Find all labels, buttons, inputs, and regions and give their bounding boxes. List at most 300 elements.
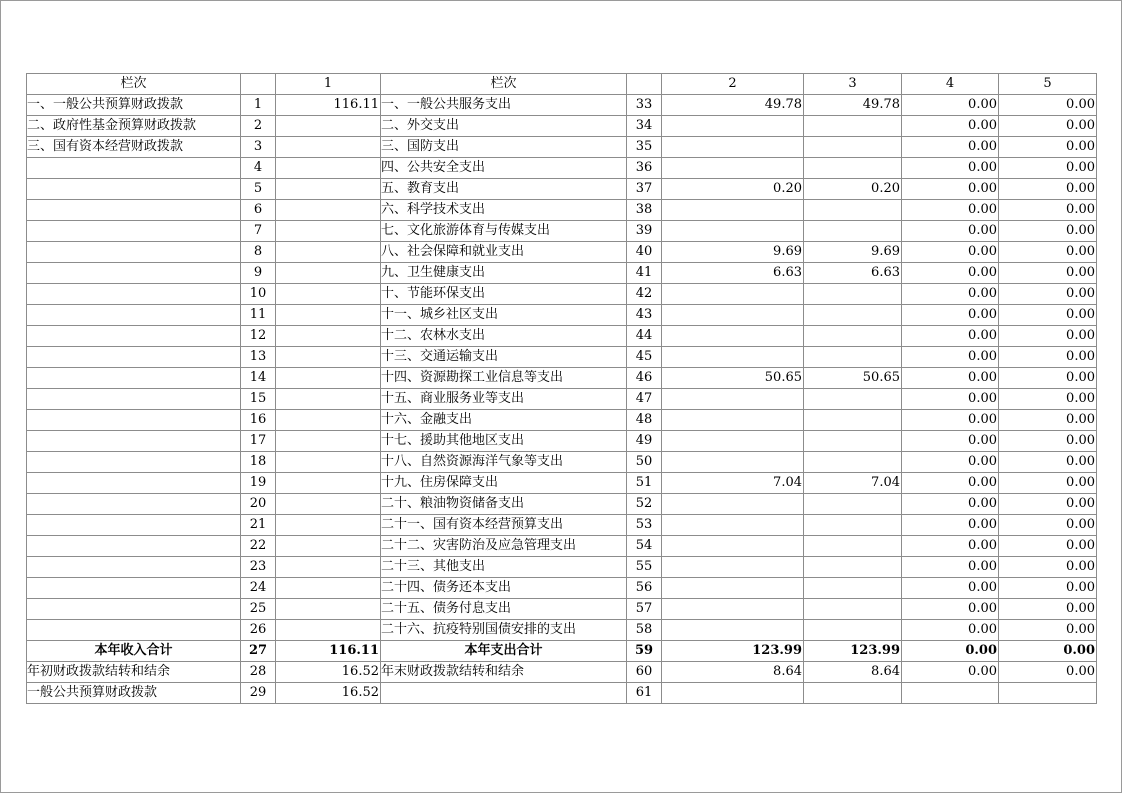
income-item-cell [27, 347, 241, 368]
expense-gov-fund-cell: 0.00 [902, 662, 999, 683]
expense-total-cell [662, 200, 804, 221]
expense-total-cell [662, 284, 804, 305]
expense-line-no-cell: 55 [627, 557, 662, 578]
table-row [27, 473, 1097, 494]
expense-gov-fund-cell: 0.00 [902, 242, 999, 263]
expense-item-cell: 六、科学技术支出 [381, 200, 627, 221]
table-row [27, 158, 1097, 179]
income-amount-cell [276, 494, 381, 515]
table-row [27, 557, 1097, 578]
expense-general-budget-cell [804, 137, 902, 158]
table-row [27, 200, 1097, 221]
expense-state-capital-cell: 0.00 [999, 116, 1097, 137]
expense-gov-fund-cell: 0.00 [902, 347, 999, 368]
expense-item-cell: 二十四、债务还本支出 [381, 578, 627, 599]
expense-item-cell: 二、外交支出 [381, 116, 627, 137]
expense-general-budget-cell [804, 305, 902, 326]
income-amount-cell [276, 368, 381, 389]
income-item-cell: 本年收入合计 [27, 641, 241, 662]
header-cell [241, 74, 276, 95]
expense-item-cell: 十二、农林水支出 [381, 326, 627, 347]
expense-total-cell: 7.04 [662, 473, 804, 494]
expense-gov-fund-cell: 0.00 [902, 620, 999, 641]
expense-gov-fund-cell: 0.00 [902, 599, 999, 620]
expense-state-capital-cell: 0.00 [999, 641, 1097, 662]
expense-gov-fund-cell: 0.00 [902, 536, 999, 557]
income-item-cell [27, 221, 241, 242]
expense-line-no-cell: 40 [627, 242, 662, 263]
header-cell: 栏次 [381, 74, 627, 95]
expense-total-cell [662, 389, 804, 410]
expense-line-no-cell: 35 [627, 137, 662, 158]
expense-total-cell [662, 326, 804, 347]
expense-general-budget-cell: 0.20 [804, 179, 902, 200]
header-cell: 2 [662, 74, 804, 95]
income-item-cell [27, 515, 241, 536]
expense-item-cell: 一、一般公共服务支出 [381, 95, 627, 116]
expense-item-cell [381, 683, 627, 704]
expense-line-no-cell: 45 [627, 347, 662, 368]
expense-general-budget-cell [804, 452, 902, 473]
expense-general-budget-cell: 123.99 [804, 641, 902, 662]
income-item-cell [27, 305, 241, 326]
expense-gov-fund-cell: 0.00 [902, 221, 999, 242]
expense-general-budget-cell [804, 410, 902, 431]
expense-item-cell: 三、国防支出 [381, 137, 627, 158]
header-cell: 4 [902, 74, 999, 95]
income-amount-cell [276, 536, 381, 557]
table-row [27, 242, 1097, 263]
income-line-no-cell: 10 [241, 284, 276, 305]
income-item-cell: 一、一般公共预算财政拨款 [27, 95, 241, 116]
expense-gov-fund-cell: 0.00 [902, 473, 999, 494]
table-row [27, 284, 1097, 305]
income-item-cell [27, 410, 241, 431]
expense-state-capital-cell: 0.00 [999, 284, 1097, 305]
income-line-no-cell: 14 [241, 368, 276, 389]
expense-general-budget-cell [804, 515, 902, 536]
income-line-no-cell: 13 [241, 347, 276, 368]
expense-item-cell: 十、节能环保支出 [381, 284, 627, 305]
expense-state-capital-cell: 0.00 [999, 578, 1097, 599]
income-amount-cell [276, 557, 381, 578]
expense-item-cell: 四、公共安全支出 [381, 158, 627, 179]
expense-state-capital-cell: 0.00 [999, 473, 1097, 494]
expense-state-capital-cell: 0.00 [999, 620, 1097, 641]
income-item-cell [27, 368, 241, 389]
expense-line-no-cell: 56 [627, 578, 662, 599]
income-line-no-cell: 1 [241, 95, 276, 116]
expense-state-capital-cell: 0.00 [999, 494, 1097, 515]
income-line-no-cell: 18 [241, 452, 276, 473]
expense-general-budget-cell: 8.64 [804, 662, 902, 683]
expense-line-no-cell: 38 [627, 200, 662, 221]
fiscal-appropriation-table [26, 73, 1097, 704]
expense-general-budget-cell: 6.63 [804, 263, 902, 284]
table-row [27, 599, 1097, 620]
expense-general-budget-cell [804, 116, 902, 137]
expense-total-cell: 8.64 [662, 662, 804, 683]
expense-item-cell: 年末财政拨款结转和结余 [381, 662, 627, 683]
expense-line-no-cell: 53 [627, 515, 662, 536]
expense-state-capital-cell: 0.00 [999, 452, 1097, 473]
expense-gov-fund-cell: 0.00 [902, 263, 999, 284]
expense-total-cell [662, 137, 804, 158]
income-amount-cell [276, 473, 381, 494]
income-item-cell [27, 179, 241, 200]
expense-line-no-cell: 33 [627, 95, 662, 116]
expense-state-capital-cell: 0.00 [999, 431, 1097, 452]
table-row [27, 578, 1097, 599]
income-item-cell [27, 620, 241, 641]
income-amount-cell [276, 284, 381, 305]
income-item-cell [27, 431, 241, 452]
expense-line-no-cell: 43 [627, 305, 662, 326]
income-amount-cell [276, 200, 381, 221]
expense-state-capital-cell: 0.00 [999, 662, 1097, 683]
expense-gov-fund-cell: 0.00 [902, 515, 999, 536]
expense-item-cell: 本年支出合计 [381, 641, 627, 662]
table-row [27, 305, 1097, 326]
header-cell: 1 [276, 74, 381, 95]
expense-general-budget-cell [804, 200, 902, 221]
income-item-cell [27, 389, 241, 410]
expense-gov-fund-cell: 0.00 [902, 179, 999, 200]
expense-state-capital-cell: 0.00 [999, 242, 1097, 263]
table-row [27, 641, 1097, 662]
income-item-cell [27, 494, 241, 515]
expense-general-budget-cell: 50.65 [804, 368, 902, 389]
expense-total-cell [662, 221, 804, 242]
table-row [27, 515, 1097, 536]
expense-general-budget-cell [804, 221, 902, 242]
table-row [27, 263, 1097, 284]
income-amount-cell: 116.11 [276, 95, 381, 116]
table-row [27, 410, 1097, 431]
expense-item-cell: 十六、金融支出 [381, 410, 627, 431]
expense-item-cell: 九、卫生健康支出 [381, 263, 627, 284]
expense-general-budget-cell [804, 389, 902, 410]
expense-total-cell [662, 305, 804, 326]
expense-general-budget-cell [804, 599, 902, 620]
income-amount-cell [276, 431, 381, 452]
header-cell: 栏次 [27, 74, 241, 95]
expense-item-cell: 五、教育支出 [381, 179, 627, 200]
income-item-cell [27, 158, 241, 179]
expense-general-budget-cell [804, 284, 902, 305]
expense-item-cell: 十五、商业服务业等支出 [381, 389, 627, 410]
income-item-cell [27, 578, 241, 599]
expense-state-capital-cell: 0.00 [999, 137, 1097, 158]
expense-gov-fund-cell: 0.00 [902, 431, 999, 452]
expense-item-cell: 二十、粮油物资储备支出 [381, 494, 627, 515]
expense-item-cell: 八、社会保障和就业支出 [381, 242, 627, 263]
expense-line-no-cell: 46 [627, 368, 662, 389]
table-row [27, 326, 1097, 347]
expense-total-cell [662, 158, 804, 179]
expense-item-cell: 二十三、其他支出 [381, 557, 627, 578]
expense-line-no-cell: 41 [627, 263, 662, 284]
expense-state-capital-cell: 0.00 [999, 389, 1097, 410]
expense-total-cell: 9.69 [662, 242, 804, 263]
expense-gov-fund-cell: 0.00 [902, 389, 999, 410]
income-item-cell [27, 473, 241, 494]
expense-gov-fund-cell: 0.00 [902, 284, 999, 305]
income-line-no-cell: 29 [241, 683, 276, 704]
income-line-no-cell: 17 [241, 431, 276, 452]
income-amount-cell: 16.52 [276, 683, 381, 704]
income-amount-cell: 16.52 [276, 662, 381, 683]
income-amount-cell [276, 263, 381, 284]
table-row [27, 389, 1097, 410]
expense-line-no-cell: 51 [627, 473, 662, 494]
expense-general-budget-cell: 7.04 [804, 473, 902, 494]
income-line-no-cell: 28 [241, 662, 276, 683]
expense-general-budget-cell [804, 326, 902, 347]
expense-line-no-cell: 58 [627, 620, 662, 641]
expense-general-budget-cell [804, 683, 902, 704]
expense-item-cell: 十四、资源勘探工业信息等支出 [381, 368, 627, 389]
expense-total-cell [662, 431, 804, 452]
expense-state-capital-cell: 0.00 [999, 158, 1097, 179]
table-row [27, 347, 1097, 368]
expense-state-capital-cell: 0.00 [999, 95, 1097, 116]
expense-total-cell [662, 410, 804, 431]
expense-general-budget-cell [804, 536, 902, 557]
income-item-cell: 三、国有资本经营财政拨款 [27, 137, 241, 158]
income-item-cell [27, 263, 241, 284]
header-cell: 5 [999, 74, 1097, 95]
header-cell [627, 74, 662, 95]
expense-total-cell: 6.63 [662, 263, 804, 284]
table-row [27, 620, 1097, 641]
expense-gov-fund-cell: 0.00 [902, 200, 999, 221]
expense-total-cell [662, 452, 804, 473]
table-row [27, 683, 1097, 704]
expense-gov-fund-cell: 0.00 [902, 95, 999, 116]
income-amount-cell [276, 242, 381, 263]
income-amount-cell [276, 452, 381, 473]
expense-line-no-cell: 50 [627, 452, 662, 473]
expense-state-capital-cell: 0.00 [999, 347, 1097, 368]
expense-total-cell [662, 116, 804, 137]
expense-total-cell [662, 620, 804, 641]
table-row [27, 179, 1097, 200]
income-item-cell [27, 536, 241, 557]
expense-state-capital-cell: 0.00 [999, 263, 1097, 284]
income-amount-cell [276, 599, 381, 620]
income-item-cell [27, 242, 241, 263]
income-line-no-cell: 19 [241, 473, 276, 494]
expense-general-budget-cell [804, 494, 902, 515]
expense-state-capital-cell [999, 683, 1097, 704]
expense-item-cell: 二十六、抗疫特别国债安排的支出 [381, 620, 627, 641]
income-line-no-cell: 26 [241, 620, 276, 641]
expense-line-no-cell: 36 [627, 158, 662, 179]
header-row [27, 74, 1097, 95]
table-row [27, 662, 1097, 683]
income-amount-cell [276, 221, 381, 242]
expense-total-cell: 0.20 [662, 179, 804, 200]
expense-total-cell [662, 515, 804, 536]
table-row [27, 431, 1097, 452]
table-row [27, 137, 1097, 158]
expense-general-budget-cell [804, 347, 902, 368]
income-item-cell [27, 200, 241, 221]
income-line-no-cell: 2 [241, 116, 276, 137]
expense-item-cell: 十一、城乡社区支出 [381, 305, 627, 326]
expense-line-no-cell: 47 [627, 389, 662, 410]
income-line-no-cell: 8 [241, 242, 276, 263]
expense-state-capital-cell: 0.00 [999, 599, 1097, 620]
table-row [27, 368, 1097, 389]
expense-item-cell: 十七、援助其他地区支出 [381, 431, 627, 452]
expense-state-capital-cell: 0.00 [999, 200, 1097, 221]
expense-line-no-cell: 44 [627, 326, 662, 347]
expense-line-no-cell: 48 [627, 410, 662, 431]
expense-gov-fund-cell: 0.00 [902, 326, 999, 347]
table-row [27, 221, 1097, 242]
expense-line-no-cell: 61 [627, 683, 662, 704]
expense-item-cell: 二十五、债务付息支出 [381, 599, 627, 620]
expense-line-no-cell: 49 [627, 431, 662, 452]
expense-state-capital-cell: 0.00 [999, 515, 1097, 536]
income-item-cell: 一般公共预算财政拨款 [27, 683, 241, 704]
expense-total-cell [662, 557, 804, 578]
income-line-no-cell: 22 [241, 536, 276, 557]
table-row [27, 452, 1097, 473]
income-item-cell [27, 326, 241, 347]
income-item-cell: 年初财政拨款结转和结余 [27, 662, 241, 683]
income-line-no-cell: 3 [241, 137, 276, 158]
expense-state-capital-cell: 0.00 [999, 326, 1097, 347]
income-amount-cell [276, 347, 381, 368]
expense-state-capital-cell: 0.00 [999, 557, 1097, 578]
expense-gov-fund-cell: 0.00 [902, 557, 999, 578]
income-line-no-cell: 24 [241, 578, 276, 599]
income-amount-cell [276, 116, 381, 137]
income-amount-cell [276, 620, 381, 641]
table-row [27, 494, 1097, 515]
expense-gov-fund-cell [902, 683, 999, 704]
expense-total-cell [662, 347, 804, 368]
income-line-no-cell: 15 [241, 389, 276, 410]
expense-state-capital-cell: 0.00 [999, 179, 1097, 200]
expense-state-capital-cell: 0.00 [999, 368, 1097, 389]
income-item-cell [27, 599, 241, 620]
income-line-no-cell: 7 [241, 221, 276, 242]
expense-general-budget-cell [804, 578, 902, 599]
income-amount-cell [276, 137, 381, 158]
expense-item-cell: 十三、交通运输支出 [381, 347, 627, 368]
expense-gov-fund-cell: 0.00 [902, 452, 999, 473]
income-amount-cell [276, 389, 381, 410]
expense-state-capital-cell: 0.00 [999, 536, 1097, 557]
income-line-no-cell: 5 [241, 179, 276, 200]
expense-item-cell: 二十二、灾害防治及应急管理支出 [381, 536, 627, 557]
expense-line-no-cell: 42 [627, 284, 662, 305]
expense-general-budget-cell: 9.69 [804, 242, 902, 263]
expense-line-no-cell: 37 [627, 179, 662, 200]
income-item-cell [27, 557, 241, 578]
income-item-cell [27, 284, 241, 305]
table-row [27, 95, 1097, 116]
income-item-cell: 二、政府性基金预算财政拨款 [27, 116, 241, 137]
expense-total-cell: 50.65 [662, 368, 804, 389]
expense-total-cell: 49.78 [662, 95, 804, 116]
expense-item-cell: 十九、住房保障支出 [381, 473, 627, 494]
expense-item-cell: 二十一、国有资本经营预算支出 [381, 515, 627, 536]
expense-line-no-cell: 34 [627, 116, 662, 137]
expense-state-capital-cell: 0.00 [999, 221, 1097, 242]
table-row [27, 536, 1097, 557]
income-amount-cell: 116.11 [276, 641, 381, 662]
income-item-cell [27, 452, 241, 473]
expense-line-no-cell: 57 [627, 599, 662, 620]
expense-item-cell: 十八、自然资源海洋气象等支出 [381, 452, 627, 473]
expense-line-no-cell: 52 [627, 494, 662, 515]
expense-total-cell [662, 599, 804, 620]
income-line-no-cell: 6 [241, 200, 276, 221]
income-amount-cell [276, 515, 381, 536]
expense-gov-fund-cell: 0.00 [902, 410, 999, 431]
expense-total-cell [662, 536, 804, 557]
expense-total-cell [662, 578, 804, 599]
expense-total-cell [662, 683, 804, 704]
expense-line-no-cell: 39 [627, 221, 662, 242]
expense-general-budget-cell: 49.78 [804, 95, 902, 116]
expense-line-no-cell: 59 [627, 641, 662, 662]
table-row [27, 116, 1097, 137]
expense-state-capital-cell: 0.00 [999, 305, 1097, 326]
expense-general-budget-cell [804, 557, 902, 578]
income-amount-cell [276, 578, 381, 599]
income-line-no-cell: 20 [241, 494, 276, 515]
income-line-no-cell: 27 [241, 641, 276, 662]
expense-line-no-cell: 60 [627, 662, 662, 683]
expense-total-cell [662, 494, 804, 515]
expense-gov-fund-cell: 0.00 [902, 305, 999, 326]
expense-gov-fund-cell: 0.00 [902, 158, 999, 179]
income-line-no-cell: 16 [241, 410, 276, 431]
expense-gov-fund-cell: 0.00 [902, 137, 999, 158]
income-amount-cell [276, 179, 381, 200]
income-amount-cell [276, 326, 381, 347]
expense-general-budget-cell [804, 158, 902, 179]
header-cell: 3 [804, 74, 902, 95]
expense-total-cell: 123.99 [662, 641, 804, 662]
expense-gov-fund-cell: 0.00 [902, 368, 999, 389]
expense-line-no-cell: 54 [627, 536, 662, 557]
income-line-no-cell: 9 [241, 263, 276, 284]
expense-general-budget-cell [804, 431, 902, 452]
income-line-no-cell: 12 [241, 326, 276, 347]
income-line-no-cell: 25 [241, 599, 276, 620]
income-amount-cell [276, 158, 381, 179]
expense-gov-fund-cell: 0.00 [902, 494, 999, 515]
expense-gov-fund-cell: 0.00 [902, 578, 999, 599]
income-line-no-cell: 4 [241, 158, 276, 179]
income-amount-cell [276, 410, 381, 431]
expense-state-capital-cell: 0.00 [999, 410, 1097, 431]
income-line-no-cell: 23 [241, 557, 276, 578]
income-line-no-cell: 11 [241, 305, 276, 326]
expense-gov-fund-cell: 0.00 [902, 116, 999, 137]
expense-gov-fund-cell: 0.00 [902, 641, 999, 662]
income-line-no-cell: 21 [241, 515, 276, 536]
income-amount-cell [276, 305, 381, 326]
expense-item-cell: 七、文化旅游体育与传媒支出 [381, 221, 627, 242]
